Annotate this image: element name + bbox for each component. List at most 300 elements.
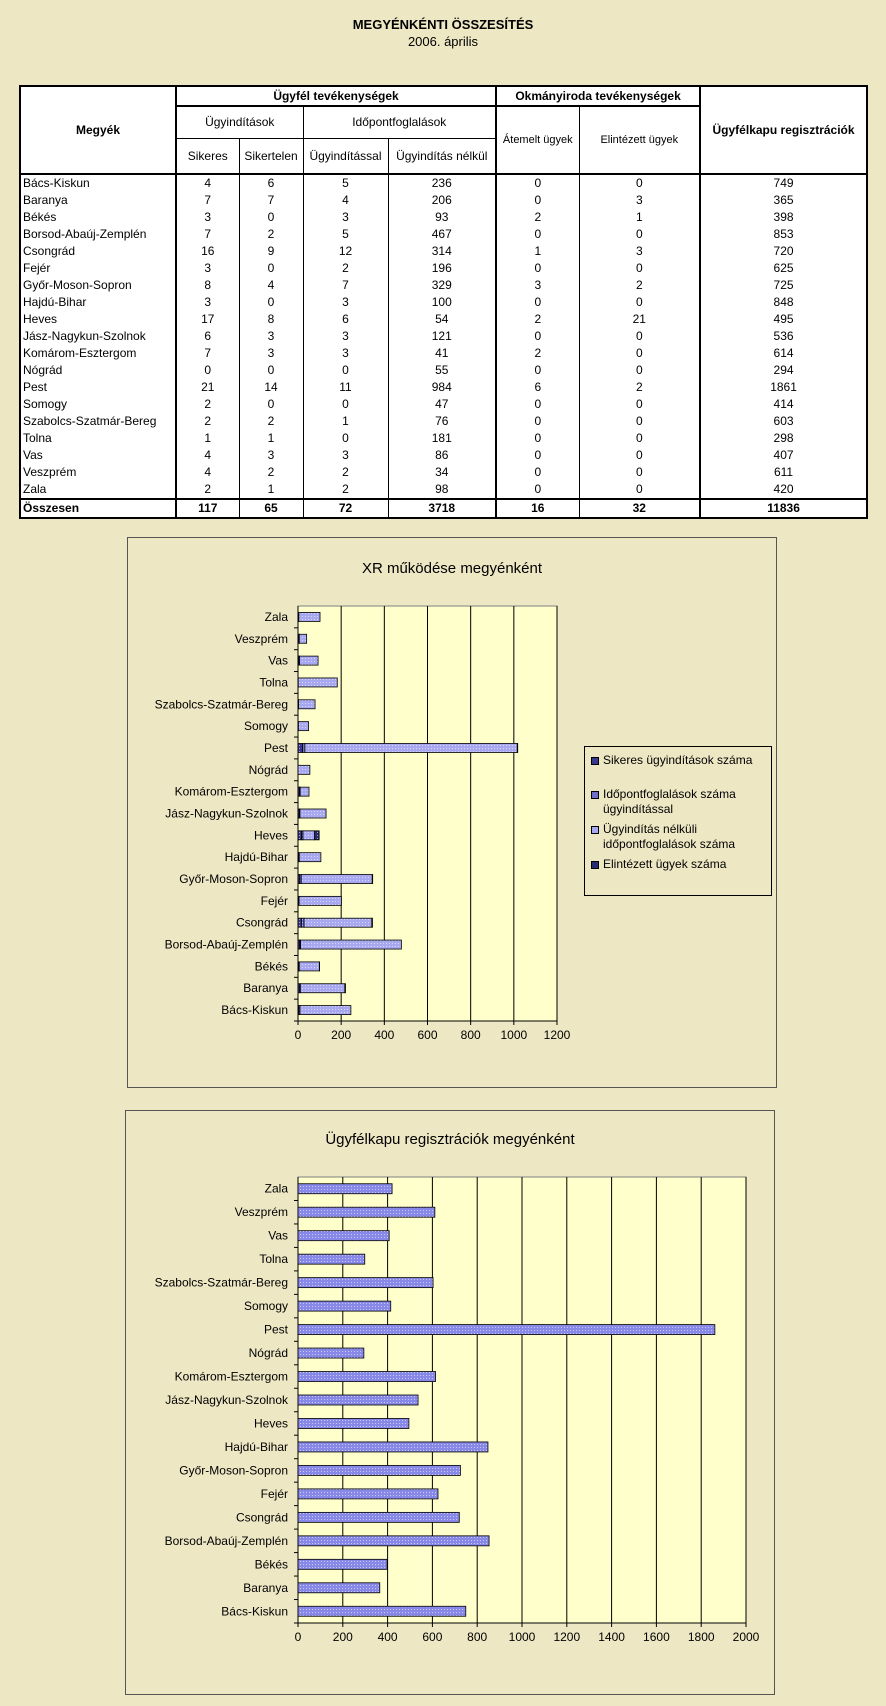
value-cell: 3 — [303, 209, 388, 226]
value-cell: 414 — [700, 396, 867, 413]
value-cell: 614 — [700, 345, 867, 362]
table-row — [20, 345, 867, 362]
bar — [299, 634, 306, 643]
y-tick-label: Nógrád — [248, 1346, 288, 1361]
bar — [299, 612, 320, 621]
value-cell: 2 — [239, 413, 303, 430]
x-tick-label: 400 — [374, 1028, 395, 1042]
value-cell: 3 — [579, 192, 700, 209]
y-tick-label: Zala — [264, 1181, 288, 1196]
value-cell: 3 — [176, 260, 239, 277]
table-row — [20, 277, 867, 294]
bar — [298, 1348, 364, 1358]
legend-swatch — [591, 861, 599, 869]
value-cell: 93 — [388, 209, 496, 226]
value-cell: 0 — [239, 209, 303, 226]
value-cell: 47 — [388, 396, 496, 413]
bar — [300, 984, 344, 993]
value-cell: 0 — [496, 447, 579, 464]
value-cell: 1 — [239, 430, 303, 447]
value-cell: 2 — [303, 481, 388, 499]
bar — [299, 896, 341, 905]
bar — [298, 1512, 459, 1522]
table-row — [20, 413, 867, 430]
county-name-cell: Tolna — [20, 430, 176, 447]
value-cell: 4 — [239, 277, 303, 294]
table-row — [20, 294, 867, 311]
y-tick-label: Bács-Kiskun — [221, 1604, 288, 1619]
bar — [299, 962, 319, 971]
x-tick-label: 2000 — [732, 1630, 760, 1644]
y-tick-label: Jász-Nagykun-Szolnok — [165, 1393, 288, 1407]
legend-label: Időpontfoglalások száma ügyindítással — [603, 787, 736, 816]
county-name-cell: Nógrád — [20, 362, 176, 379]
value-cell: 54 — [388, 311, 496, 328]
report-header — [0, 16, 886, 50]
value-cell: 21 — [176, 379, 239, 396]
value-cell: 6 — [496, 379, 579, 396]
value-cell: 3 — [303, 294, 388, 311]
value-cell: 6 — [303, 311, 388, 328]
bar — [303, 831, 315, 840]
x-tick-label: 800 — [467, 1630, 488, 1644]
value-cell: 2 — [176, 413, 239, 430]
bar — [298, 1325, 715, 1335]
value-cell: 0 — [579, 362, 700, 379]
value-cell: 625 — [700, 260, 867, 277]
bar — [305, 743, 517, 752]
value-cell: 7 — [176, 226, 239, 243]
value-cell: 2 — [303, 464, 388, 481]
value-cell: 398 — [700, 209, 867, 226]
bar — [298, 1372, 436, 1382]
value-cell: 2 — [579, 379, 700, 396]
value-cell: 4 — [176, 464, 239, 481]
header-ugyfelkapu: Ügyfélkapu regisztrációk — [700, 86, 867, 174]
value-cell: 1 — [176, 430, 239, 447]
county-name-cell: Zala — [20, 481, 176, 499]
value-cell: 0 — [176, 362, 239, 379]
table-row — [20, 328, 867, 345]
value-cell: 72 — [303, 499, 388, 518]
value-cell: 55 — [388, 362, 496, 379]
value-cell: 720 — [700, 243, 867, 260]
header-atemelt: Átemelt ügyek — [496, 106, 579, 174]
value-cell: 76 — [388, 413, 496, 430]
value-cell: 0 — [496, 174, 579, 192]
value-cell: 314 — [388, 243, 496, 260]
value-cell: 32 — [579, 499, 700, 518]
y-tick-label: Békés — [254, 959, 288, 974]
y-tick-label: Zala — [264, 609, 288, 624]
value-cell: 0 — [303, 396, 388, 413]
bar — [298, 1606, 466, 1616]
county-name-cell: Borsod-Abaúj-Zemplén — [20, 226, 176, 243]
value-cell: 0 — [579, 174, 700, 192]
value-cell: 2 — [303, 260, 388, 277]
value-cell: 0 — [579, 294, 700, 311]
value-cell: 0 — [496, 260, 579, 277]
value-cell: 236 — [388, 174, 496, 192]
value-cell: 34 — [388, 464, 496, 481]
value-cell: 1 — [579, 209, 700, 226]
x-tick-label: 200 — [332, 1630, 353, 1644]
table-row — [20, 192, 867, 209]
bar — [298, 1207, 435, 1217]
report-title: MEGYÉNKÉNTI ÖSSZESÍTÉS — [352, 17, 534, 32]
value-cell: 206 — [388, 192, 496, 209]
value-cell: 117 — [176, 499, 239, 518]
x-tick-label: 400 — [377, 1630, 398, 1644]
value-cell: 0 — [303, 362, 388, 379]
value-cell: 5 — [303, 226, 388, 243]
header-sikertelen: Sikertelen — [239, 139, 303, 175]
x-tick-label: 1200 — [553, 1630, 581, 1644]
bar — [300, 1006, 351, 1015]
value-cell: 0 — [496, 413, 579, 430]
value-cell: 0 — [239, 260, 303, 277]
table-total-row — [20, 499, 867, 518]
value-cell: 365 — [700, 192, 867, 209]
county-name-cell: Győr-Moson-Sopron — [20, 277, 176, 294]
bar — [298, 1489, 438, 1499]
value-cell: 0 — [496, 192, 579, 209]
y-tick-label: Somogy — [243, 1299, 288, 1314]
bar — [298, 1465, 460, 1475]
header-group-okmany: Okmányiroda tevékenységek — [496, 86, 700, 106]
x-tick-label: 1800 — [687, 1630, 715, 1644]
county-name-cell: Csongrád — [20, 243, 176, 260]
value-cell: 0 — [496, 481, 579, 499]
bar — [299, 700, 315, 709]
value-cell: 0 — [496, 328, 579, 345]
bar — [298, 1418, 409, 1428]
county-name-cell: Hajdú-Bihar — [20, 294, 176, 311]
value-cell: 848 — [700, 294, 867, 311]
bar — [345, 984, 346, 993]
value-cell: 0 — [579, 328, 700, 345]
xr-chart-box — [127, 537, 777, 1088]
value-cell: 0 — [579, 345, 700, 362]
county-name-cell: Békés — [20, 209, 176, 226]
summary-table-body — [20, 174, 867, 518]
value-cell: 16 — [496, 499, 579, 518]
table-row — [20, 447, 867, 464]
value-cell: 3 — [239, 447, 303, 464]
y-tick-label: Tolna — [259, 1252, 288, 1267]
y-tick-label: Nógrád — [248, 762, 288, 777]
value-cell: 3 — [239, 345, 303, 362]
y-tick-label: Pest — [263, 740, 288, 755]
table-row — [20, 226, 867, 243]
value-cell: 0 — [579, 413, 700, 430]
bar — [298, 1583, 380, 1593]
header-megyek: Megyék — [20, 86, 176, 174]
value-cell: 7 — [303, 277, 388, 294]
value-cell: 7 — [239, 192, 303, 209]
value-cell: 0 — [579, 430, 700, 447]
value-cell: 0 — [496, 464, 579, 481]
bar — [298, 1536, 489, 1546]
y-tick-label: Baranya — [243, 1580, 288, 1595]
county-name-cell: Pest — [20, 379, 176, 396]
value-cell: 1 — [239, 481, 303, 499]
bar — [298, 1184, 392, 1194]
x-tick-label: 600 — [422, 1630, 443, 1644]
value-cell: 12 — [303, 243, 388, 260]
value-cell: 0 — [239, 362, 303, 379]
y-tick-label: Heves — [253, 1416, 288, 1431]
ugyfelkapu-chart-title: Ügyfélkapu regisztrációk megyénként — [325, 1131, 575, 1148]
value-cell: 2 — [579, 277, 700, 294]
value-cell: 0 — [579, 481, 700, 499]
table-row — [20, 243, 867, 260]
y-tick-label: Hajdú-Bihar — [224, 1439, 288, 1454]
summary-table — [19, 85, 868, 519]
value-cell: 7 — [176, 192, 239, 209]
value-cell: 41 — [388, 345, 496, 362]
bar — [298, 722, 308, 731]
bar — [298, 1442, 488, 1452]
value-cell: 611 — [700, 464, 867, 481]
value-cell: 8 — [176, 277, 239, 294]
bar — [300, 656, 319, 665]
county-name-cell: Heves — [20, 311, 176, 328]
y-tick-label: Jász-Nagykun-Szolnok — [165, 806, 288, 821]
y-tick-label: Szabolcs-Szatmár-Bereg — [154, 1275, 288, 1290]
legend-swatch — [591, 791, 599, 799]
legend-label: Ügyindítás nélküli időpontfoglalások száma — [603, 822, 736, 851]
bar — [298, 1559, 387, 1569]
value-cell: 0 — [496, 294, 579, 311]
value-cell: 100 — [388, 294, 496, 311]
value-cell: 0 — [579, 447, 700, 464]
y-tick-label: Vas — [268, 1228, 288, 1243]
ugyfelkapu-chart — [126, 1111, 772, 1692]
bar — [298, 918, 301, 927]
header-group-ugyfel: Ügyfél tevékenységek — [176, 86, 496, 106]
y-tick-label: Hajdú-Bihar — [224, 850, 288, 865]
value-cell: 1 — [303, 413, 388, 430]
y-tick-label: Komárom-Esztergom — [174, 1369, 288, 1384]
legend-label: Elintézett ügyek száma — [603, 857, 727, 871]
value-cell: 0 — [579, 226, 700, 243]
value-cell: 0 — [579, 396, 700, 413]
y-tick-label: Békés — [254, 1557, 288, 1572]
header-ugyinditasok: Ügyindítások — [176, 106, 303, 139]
bar — [298, 1301, 391, 1311]
table-row — [20, 430, 867, 447]
bar — [298, 678, 337, 687]
bar — [301, 940, 402, 949]
value-cell: 3 — [176, 209, 239, 226]
bar — [298, 831, 302, 840]
y-tick-label: Győr-Moson-Sopron — [179, 1463, 288, 1478]
value-cell: 121 — [388, 328, 496, 345]
bar — [298, 1231, 389, 1241]
value-cell: 2 — [496, 311, 579, 328]
value-cell: 2 — [496, 209, 579, 226]
county-name-cell: Vas — [20, 447, 176, 464]
value-cell: 4 — [176, 447, 239, 464]
legend-swatch — [591, 757, 599, 765]
value-cell: 0 — [496, 430, 579, 447]
y-tick-label: Heves — [253, 828, 288, 843]
value-cell: 3718 — [388, 499, 496, 518]
bar — [298, 743, 303, 752]
value-cell: 9 — [239, 243, 303, 260]
value-cell: 4 — [176, 174, 239, 192]
report-subtitle: 2006. április — [407, 34, 479, 49]
value-cell: 3 — [579, 243, 700, 260]
y-tick-label: Fejér — [260, 893, 288, 908]
y-tick-label: Baranya — [243, 981, 288, 996]
y-tick-label: Somogy — [243, 719, 288, 734]
value-cell: 0 — [496, 362, 579, 379]
value-cell: 603 — [700, 413, 867, 430]
value-cell: 4 — [303, 192, 388, 209]
value-cell: 11836 — [700, 499, 867, 518]
bar — [315, 831, 320, 840]
x-tick-label: 1600 — [643, 1630, 670, 1644]
y-tick-label: Fejér — [260, 1486, 288, 1501]
value-cell: 3 — [303, 328, 388, 345]
value-cell: 0 — [579, 464, 700, 481]
value-cell: 853 — [700, 226, 867, 243]
table-row — [20, 311, 867, 328]
value-cell: 407 — [700, 447, 867, 464]
value-cell: 196 — [388, 260, 496, 277]
value-cell: 2 — [239, 464, 303, 481]
bar — [298, 1278, 433, 1288]
y-tick-label: Győr-Moson-Sopron — [179, 872, 288, 887]
x-tick-label: 800 — [460, 1028, 481, 1042]
y-tick-label: Vas — [268, 653, 288, 668]
x-tick-label: 1200 — [543, 1028, 571, 1042]
value-cell: 0 — [239, 396, 303, 413]
bar — [298, 1254, 365, 1264]
value-cell: 14 — [239, 379, 303, 396]
x-tick-label: 200 — [331, 1028, 352, 1042]
county-name-cell: Bács-Kiskun — [20, 174, 176, 192]
x-tick-label: 1400 — [598, 1630, 625, 1644]
ugyfelkapu-chart-box — [125, 1110, 775, 1695]
value-cell: 467 — [388, 226, 496, 243]
bar — [300, 809, 326, 818]
header-sikeres: Sikeres — [176, 139, 239, 175]
value-cell: 3 — [176, 294, 239, 311]
header-ugyinditassal: Ügyindítással — [303, 139, 388, 175]
y-tick-label: Borsod-Abaúj-Zemplén — [164, 937, 288, 952]
y-tick-label: Veszprém — [234, 1205, 288, 1220]
header-ugyinditas-nelkul: Ügyindítás nélkül — [388, 139, 496, 175]
value-cell: 749 — [700, 174, 867, 192]
value-cell: 6 — [239, 174, 303, 192]
value-cell: 2 — [239, 226, 303, 243]
county-name-cell: Komárom-Esztergom — [20, 345, 176, 362]
county-name-cell: Baranya — [20, 192, 176, 209]
table-row — [20, 396, 867, 413]
county-name-cell: Szabolcs-Szatmár-Bereg — [20, 413, 176, 430]
legend-label: Sikeres ügyindítások száma — [603, 753, 753, 767]
value-cell: 21 — [579, 311, 700, 328]
table-row — [20, 174, 867, 192]
header-idopontfoglalasok: Időpontfoglalások — [303, 106, 496, 139]
value-cell: 98 — [388, 481, 496, 499]
value-cell: 0 — [496, 226, 579, 243]
county-name-cell: Veszprém — [20, 464, 176, 481]
value-cell: 0 — [239, 294, 303, 311]
value-cell: 3 — [303, 447, 388, 464]
y-tick-label: Borsod-Abaúj-Zemplén — [164, 1533, 288, 1548]
y-tick-label: Csongrád — [235, 915, 288, 930]
value-cell: 3 — [239, 328, 303, 345]
x-tick-label: 0 — [294, 1028, 302, 1042]
table-row — [20, 209, 867, 226]
value-cell: 17 — [176, 311, 239, 328]
y-tick-label: Veszprém — [234, 631, 288, 646]
bar — [372, 918, 373, 927]
bar — [300, 787, 309, 796]
county-name-cell: Összesen — [20, 499, 176, 518]
value-cell: 2 — [176, 481, 239, 499]
table-row — [20, 260, 867, 277]
x-tick-label: 1000 — [500, 1028, 528, 1042]
legend-swatch — [591, 826, 599, 834]
value-cell: 2 — [176, 396, 239, 413]
bar — [298, 765, 310, 774]
bar — [301, 875, 372, 884]
value-cell: 0 — [496, 396, 579, 413]
county-name-cell: Fejér — [20, 260, 176, 277]
value-cell: 1 — [496, 243, 579, 260]
value-cell: 3 — [496, 277, 579, 294]
value-cell: 0 — [303, 430, 388, 447]
value-cell: 0 — [579, 260, 700, 277]
value-cell: 298 — [700, 430, 867, 447]
value-cell: 86 — [388, 447, 496, 464]
value-cell: 2 — [496, 345, 579, 362]
table-row — [20, 379, 867, 396]
value-cell: 7 — [176, 345, 239, 362]
y-tick-label: Pest — [263, 1322, 288, 1337]
table-row — [20, 362, 867, 379]
county-name-cell: Jász-Nagykun-Szolnok — [20, 328, 176, 345]
y-tick-label: Bács-Kiskun — [221, 1003, 288, 1018]
value-cell: 11 — [303, 379, 388, 396]
bar — [304, 918, 372, 927]
value-cell: 725 — [700, 277, 867, 294]
value-cell: 294 — [700, 362, 867, 379]
xr-chart-legend — [584, 746, 772, 896]
value-cell: 6 — [176, 328, 239, 345]
value-cell: 8 — [239, 311, 303, 328]
y-tick-label: Csongrád — [235, 1510, 288, 1525]
header-elintezett: Elintézett ügyek — [579, 106, 700, 174]
value-cell: 5 — [303, 174, 388, 192]
value-cell: 1861 — [700, 379, 867, 396]
value-cell: 420 — [700, 481, 867, 499]
y-tick-label: Tolna — [259, 675, 288, 690]
y-tick-label: Szabolcs-Szatmár-Bereg — [154, 697, 288, 712]
value-cell: 181 — [388, 430, 496, 447]
value-cell: 536 — [700, 328, 867, 345]
y-tick-label: Komárom-Esztergom — [174, 784, 288, 799]
value-cell: 65 — [239, 499, 303, 518]
table-row — [20, 464, 867, 481]
bar — [299, 853, 321, 862]
value-cell: 329 — [388, 277, 496, 294]
